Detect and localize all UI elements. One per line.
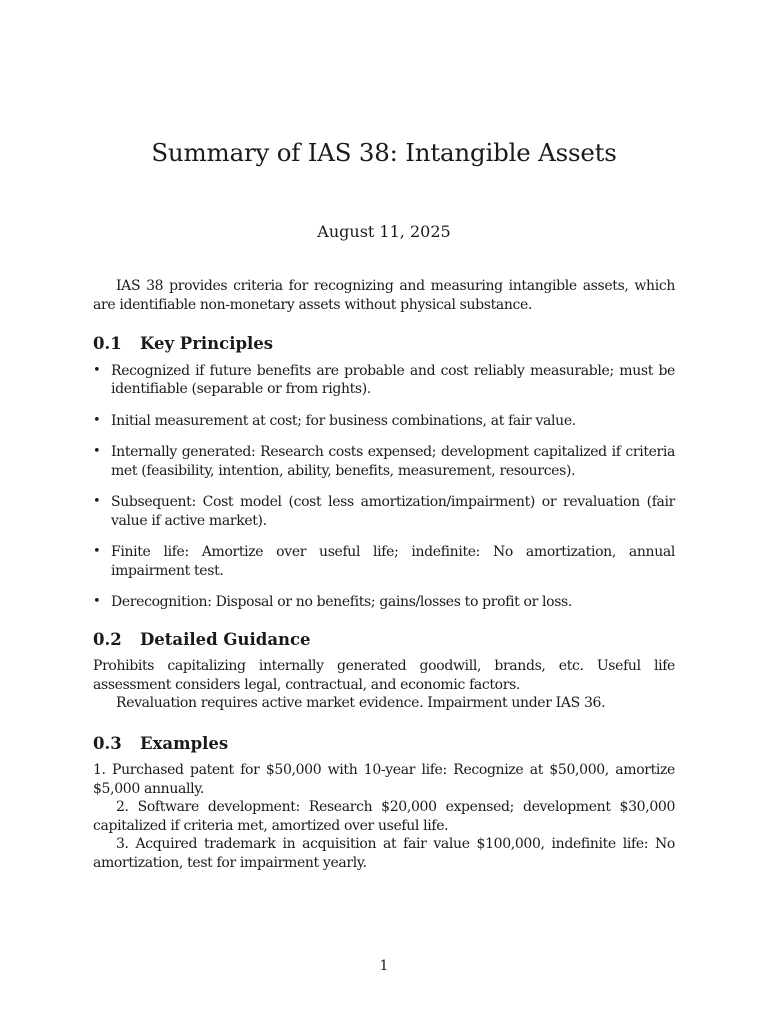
list-item: • Subsequent: Cost model (cost less amortization/impairment) or revaluation (fair value if active market). [93, 493, 675, 530]
guidance-paragraph: Prohibits capitalizing internally generated goodwill, brands, etc. Useful life assessment considers legal, contractual, and economic factors. [93, 658, 675, 693]
section-heading-examples [93, 735, 675, 754]
intro-paragraph: IAS 38 provides criteria for recognizing and measuring intangible assets, which are identifiable non-monetary assets without physical substance. [93, 278, 675, 313]
list-item: • Derecognition: Disposal or no benefits; gains/losses to profit or loss. [93, 593, 675, 612]
section-title: Examples [140, 733, 229, 753]
page-number: 1 [379, 958, 389, 974]
section-title: Key Principles [140, 334, 274, 353]
section-number: 0.3 [93, 733, 122, 753]
section-heading-key-principles [93, 335, 675, 354]
list-item: • Finite life: Amortize over useful life; indefinite: No amortization, annual impairment test. [93, 543, 675, 580]
list-item: • Recognized if future benefits are probable and cost reliably measurable; must be identifiable (separable or from rights). [93, 362, 675, 399]
document-title: Summary of IAS 38: Intangible Assets [151, 138, 617, 167]
guidance-paragraph: Revaluation requires active market evidence. Impairment under IAS 36. [116, 695, 606, 711]
example-paragraph: 3. Acquired trademark in acquisition at fair value $100,000, indefinite life: No amortization, test for impairment yearly. [93, 836, 675, 871]
example-paragraph: 1. Purchased patent for $50,000 with 10-year life: Recognize at $50,000, amortize $5,000 annually. [93, 762, 675, 797]
key-principles-list [93, 362, 675, 612]
list-item: • Initial measurement at cost; for business combinations, at fair value. [93, 412, 675, 431]
section-heading-detailed-guidance [93, 631, 675, 650]
section-number: 0.1 [93, 334, 122, 353]
section-title: Detailed Guidance [140, 629, 311, 649]
document-body [93, 277, 675, 872]
document-date: August 11, 2025 [317, 222, 451, 241]
list-item: • Internally generated: Research costs expensed; development capitalized if criteria met (feasibility, intention, ability, benefits, measurement, resources). [93, 443, 675, 480]
section-number: 0.2 [93, 629, 122, 649]
example-paragraph: 2. Software development: Research $20,000 expensed; development $30,000 capitalized if criteria met, amortized over useful life. [93, 799, 675, 834]
